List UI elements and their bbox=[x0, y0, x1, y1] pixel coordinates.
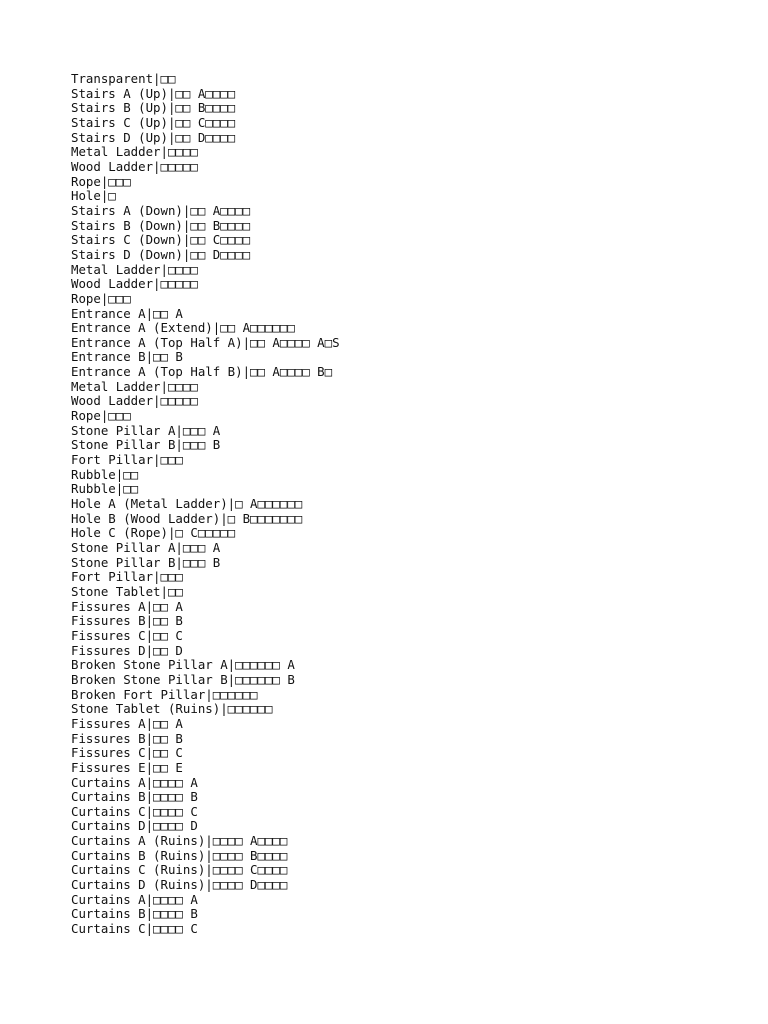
text-line: Stairs D (Up)|□□ D□□□□ bbox=[71, 129, 236, 145]
text-line: Stone Tablet|□□ bbox=[71, 583, 183, 599]
text-line: Fissures B|□□ B bbox=[71, 613, 183, 629]
text-line: Entrance A|□□ A bbox=[71, 305, 183, 321]
text-line: Stone Pillar B|□□□ B bbox=[71, 554, 221, 570]
text-line: Curtains C|□□□□ C bbox=[71, 921, 198, 937]
text-line: Stone Pillar A|□□□ A bbox=[71, 540, 221, 555]
text-lines bbox=[71, 72, 340, 937]
text-line: Metal Ladder|□□□□ bbox=[71, 144, 198, 160]
text-line: Broken Fort Pillar|□□□□□□ bbox=[71, 686, 258, 702]
text-line: Curtains D (Ruins)|□□□□ D□□□□ bbox=[71, 877, 288, 893]
text-line: Hole A (Metal Ladder)|□ A□□□□□□ bbox=[71, 496, 303, 512]
text-line: Fissures C|□□ C bbox=[71, 627, 183, 643]
text-line: Fissures A|□□ A bbox=[71, 715, 183, 731]
text-line: Metal Ladder|□□□□ bbox=[71, 261, 198, 277]
text-line: Fissures A|□□ A bbox=[71, 598, 183, 614]
text-line: Entrance A (Top Half B)|□□ A□□□□ B□ bbox=[71, 364, 333, 380]
text-line: Wood Ladder|□□□□□ bbox=[71, 393, 198, 409]
text-line: Wood Ladder|□□□□□ bbox=[71, 276, 198, 292]
text-line: Fort Pillar|□□□ bbox=[71, 452, 183, 468]
text-line: Curtains C|□□□□ C bbox=[71, 803, 198, 819]
text-line: Stairs C (Down)|□□ C□□□□ bbox=[71, 232, 251, 248]
text-line: Curtains B (Ruins)|□□□□ B□□□□ bbox=[71, 847, 288, 863]
text-line: Curtains C (Ruins)|□□□□ C□□□□ bbox=[71, 862, 288, 878]
text-line: Stairs A (Up)|□□ A□□□□ bbox=[71, 85, 236, 101]
text-line: Rope|□□□ bbox=[71, 173, 131, 189]
text-line: Fissures D|□□ D bbox=[71, 642, 183, 658]
text-line: Hole B (Wood Ladder)|□ B□□□□□□□ bbox=[71, 510, 303, 526]
text-line: Curtains A|□□□□ A bbox=[71, 774, 198, 790]
text-line: Fissures E|□□ E bbox=[71, 759, 183, 775]
text-line: Stairs C (Up)|□□ C□□□□ bbox=[71, 114, 236, 130]
text-line: Rope|□□□ bbox=[71, 408, 131, 424]
text-line: Broken Stone Pillar A|□□□□□□ A bbox=[71, 657, 295, 673]
text-line: Stone Pillar B|□□□ B bbox=[71, 437, 221, 453]
text-line: Entrance A (Top Half A)|□□ A□□□□ A□S bbox=[71, 334, 340, 350]
text-line: Fissures B|□□ B bbox=[71, 730, 183, 746]
text-line: Stairs B (Down)|□□ B□□□□ bbox=[71, 217, 251, 233]
text-line: Entrance B|□□ B bbox=[71, 349, 183, 365]
text-line: Stairs B (Up)|□□ B□□□□ bbox=[71, 100, 236, 116]
text-line: Hole C (Rope)|□ C□□□□□ bbox=[71, 525, 236, 541]
text-line: Entrance A (Extend)|□□ A□□□□□□ bbox=[71, 320, 295, 336]
text-line: Rubble|□□ bbox=[71, 481, 139, 497]
text-line: Stairs A (Down)|□□ A□□□□ bbox=[71, 202, 251, 218]
text-line: Broken Stone Pillar B|□□□□□□ B bbox=[71, 671, 295, 687]
text-line: Curtains D|□□□□ D bbox=[71, 818, 198, 834]
text-line: Fissures C|□□ C bbox=[71, 745, 183, 761]
text-line: Stone Pillar A|□□□ A bbox=[71, 422, 221, 438]
text-line: Stairs D (Down)|□□ D□□□□ bbox=[71, 246, 251, 262]
text-line: Curtains B|□□□□ B bbox=[71, 789, 198, 805]
text-line: Hole|□ bbox=[71, 188, 116, 204]
text-line: Rubble|□□ bbox=[71, 466, 139, 482]
text-line: Metal Ladder|□□□□ bbox=[71, 378, 198, 394]
text-line: Curtains B|□□□□ B bbox=[71, 906, 198, 922]
text-line: Rope|□□□ bbox=[71, 290, 131, 306]
text-line: Wood Ladder|□□□□□ bbox=[71, 158, 198, 174]
text-line: Stone Tablet (Ruins)|□□□□□□ bbox=[71, 701, 273, 717]
text-line: Fort Pillar|□□□ bbox=[71, 569, 183, 585]
text-line: Curtains A|□□□□ A bbox=[71, 891, 198, 907]
text-line: Transparent|□□ bbox=[71, 71, 176, 86]
text-line: Curtains A (Ruins)|□□□□ A□□□□ bbox=[71, 833, 288, 849]
